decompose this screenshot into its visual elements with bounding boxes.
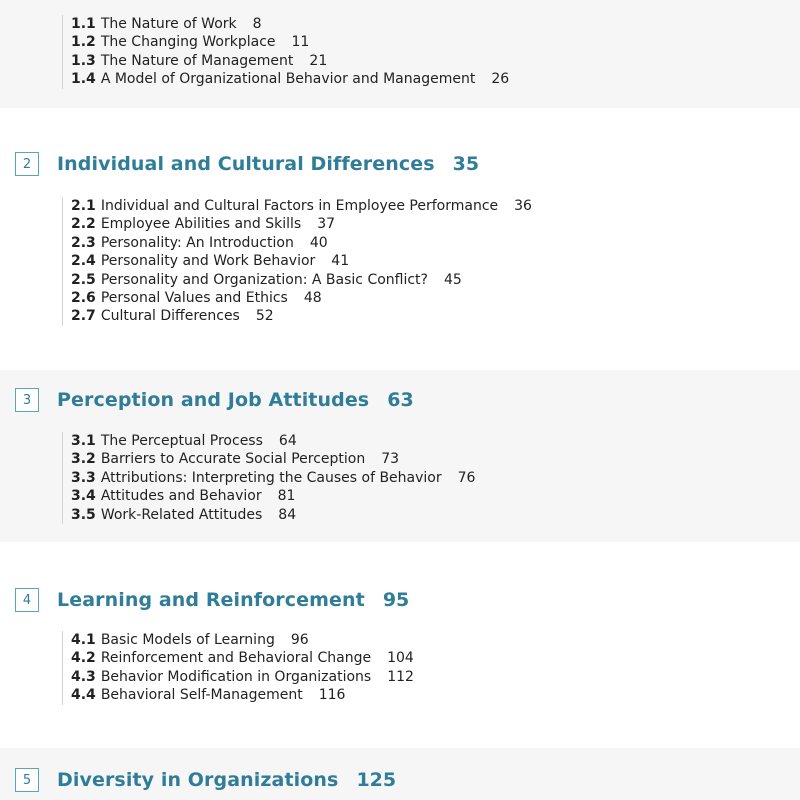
toc-section-4-4[interactable]: 4.4 Behavioral Self-Management 116 (71, 687, 346, 704)
chapter-1-section-list (62, 15, 509, 89)
toc-section-1-2[interactable]: 1.2 The Changing Workplace 11 (71, 34, 310, 51)
toc-section-4-2[interactable]: 4.2 Reinforcement and Behavioral Change 104 (71, 650, 414, 667)
chapter-4-section-list (62, 631, 414, 705)
chapter-number-badge: 5 (15, 768, 39, 792)
toc-section-1-3[interactable]: 1.3 The Nature of Management 21 (71, 52, 328, 69)
toc-section-4-1[interactable]: 4.1 Basic Models of Learning 96 (71, 632, 309, 648)
toc-section-2-4[interactable]: 2.4 Personality and Work Behavior 41 (71, 253, 350, 270)
toc-section-2-3[interactable]: 2.3 Personality: An Introduction 40 (71, 234, 328, 251)
toc-section-3-3[interactable]: 3.3 Attributions: Interpreting the Causes of Behavior 76 (71, 469, 476, 486)
chapter-4-block (0, 542, 800, 748)
toc-section-1-1[interactable]: 1.1 The Nature of Work 8 (71, 16, 262, 32)
chapter-page: 35 (452, 153, 480, 175)
chapter-5-block (0, 748, 800, 800)
chapter-2-section-list (62, 197, 532, 326)
chapter-title[interactable]: Individual and Cultural Differences (57, 153, 435, 175)
chapter-2-block (0, 108, 800, 370)
chapter-4-heading[interactable] (15, 586, 409, 614)
toc-section-3-5[interactable]: 3.5 Work-Related Attitudes 84 (71, 506, 297, 523)
toc-section-2-2[interactable]: 2.2 Employee Abilities and Skills 37 (71, 216, 336, 233)
chapter-page: 125 (356, 769, 397, 791)
chapter-page: 63 (387, 389, 414, 411)
toc-section-1-4[interactable]: 1.4 A Model of Organizational Behavior and Management 26 (71, 71, 510, 88)
chapter-5-heading[interactable] (15, 766, 396, 794)
chapter-3-section-list (62, 432, 475, 524)
chapter-number-badge: 4 (15, 588, 39, 612)
toc-section-3-1[interactable]: 3.1 The Perceptual Process 64 (71, 433, 297, 449)
chapter-1-block (0, 0, 800, 108)
chapter-title[interactable]: Perception and Job Attitudes (57, 389, 370, 411)
toc-section-2-1[interactable]: 2.1 Individual and Cultural Factors in Employee Performance 36 (71, 198, 532, 214)
toc-section-2-5[interactable]: 2.5 Personality and Organization: A Basic Conflict? 45 (71, 271, 462, 288)
toc-section-3-4[interactable]: 3.4 Attitudes and Behavior 81 (71, 488, 296, 505)
chapter-3-heading[interactable] (15, 386, 414, 414)
chapter-number-badge: 3 (15, 388, 39, 412)
chapter-title[interactable]: Learning and Reinforcement (57, 589, 365, 611)
chapter-page: 95 (382, 589, 410, 611)
toc-section-2-7[interactable]: 2.7 Cultural Differences 52 (71, 308, 274, 325)
chapter-title[interactable]: Diversity in Organizations (57, 769, 339, 791)
toc-section-4-3[interactable]: 4.3 Behavior Modification in Organizations 112 (71, 668, 414, 685)
chapter-number-badge: 2 (15, 152, 39, 176)
toc-section-2-6[interactable]: 2.6 Personal Values and Ethics 48 (71, 289, 322, 306)
chapter-3-block (0, 370, 800, 542)
toc-section-3-2[interactable]: 3.2 Barriers to Accurate Social Perception 73 (71, 451, 400, 468)
chapter-2-heading[interactable] (15, 150, 479, 178)
